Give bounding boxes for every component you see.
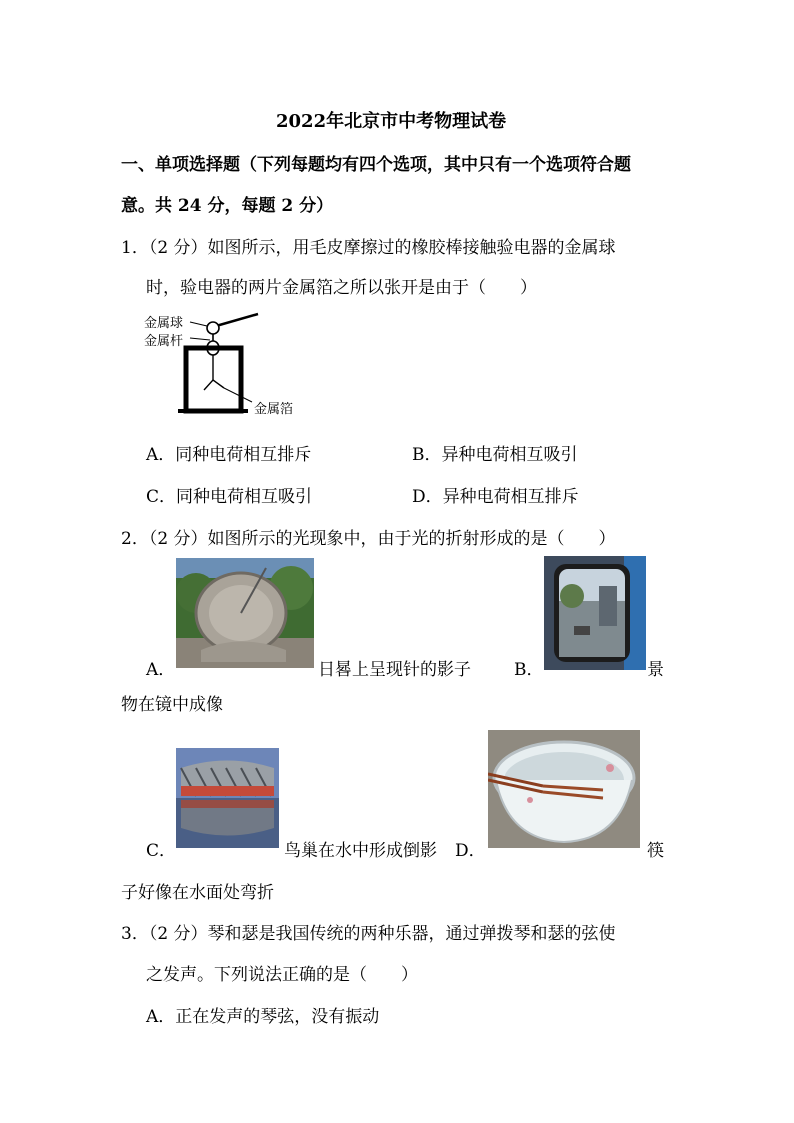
q2-option-a-letter: A． — [146, 660, 176, 680]
q2-option-a-text: 日晷上呈现针的影子 — [318, 660, 471, 680]
page-title: 2022年北京市中考物理试卷 — [276, 111, 507, 132]
q3-stem-line2: 之发声。下列说法正确的是（ ） — [146, 965, 418, 985]
q1-option-b: B．异种电荷相互吸引 — [412, 445, 578, 465]
q1-option-c: C．同种电荷相互吸引 — [146, 487, 313, 507]
q2-stem: 2．（2 分）如图所示的光现象中，由于光的折射形成的是（ ） — [121, 529, 616, 549]
electroscope-figure — [140, 308, 310, 420]
q2-option-b-text-end: 景 — [647, 660, 664, 680]
car-mirror-image — [544, 556, 646, 670]
sundial-image — [176, 558, 314, 668]
q2-option-b-letter: B． — [514, 660, 544, 680]
label-metal-rod: 金属杆 — [144, 334, 184, 349]
birds-nest-image — [176, 748, 279, 848]
section-heading-line1: 一、单项选择题（下列每题均有四个选项，其中只有一个选项符合题 — [121, 155, 631, 175]
q2-option-c-letter: C． — [146, 841, 177, 861]
q2-option-c-text: 鸟巢在水中形成倒影 — [284, 841, 437, 861]
q2-option-b-text-wrap: 物在镜中成像 — [121, 695, 223, 715]
q2-option-d-text-wrap: 子好像在水面处弯折 — [121, 883, 274, 903]
q2-option-d-letter: D． — [455, 841, 486, 861]
label-metal-foil: 金属箔 — [254, 402, 294, 417]
q1-option-d: D．异种电荷相互排斥 — [412, 487, 579, 507]
q1-stem-line2: 时，验电器的两片金属箔之所以张开是由于（ ） — [146, 278, 537, 298]
section-heading-line2: 意。共 24 分，每题 2 分） — [121, 196, 334, 216]
q2-option-d-text-end: 筷 — [647, 841, 664, 861]
q3-option-a: A．正在发声的琴弦，没有振动 — [146, 1007, 380, 1027]
q1-stem-line1: 1．（2 分）如图所示，用毛皮摩擦过的橡胶棒接触验电器的金属球 — [121, 238, 616, 258]
q1-option-a: A．同种电荷相互排斥 — [146, 445, 312, 465]
q3-stem-line1: 3．（2 分）琴和瑟是我国传统的两种乐器，通过弹拨琴和瑟的弦使 — [121, 924, 616, 944]
chopsticks-bowl-image — [488, 730, 640, 848]
label-metal-ball: 金属球 — [144, 316, 184, 331]
